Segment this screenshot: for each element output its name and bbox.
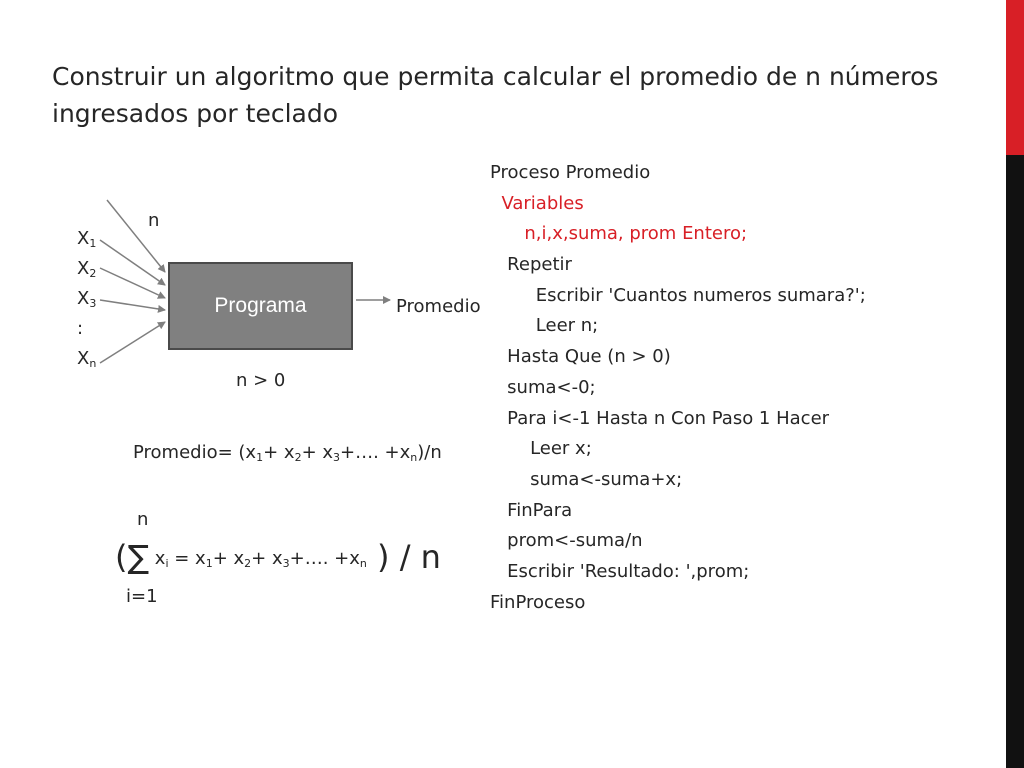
summation-upper-limit: n xyxy=(137,509,149,530)
pseudocode-block xyxy=(490,158,866,618)
code-line: FinPara xyxy=(507,499,573,521)
arrow-x1 xyxy=(100,240,165,285)
input-x2: $X_2$ xyxy=(77,258,97,280)
code-line: FinProceso xyxy=(490,591,586,613)
arrow-x2 xyxy=(100,268,165,298)
input-ellipsis: : xyxy=(77,318,84,339)
summation-lower-limit: i=1 xyxy=(126,586,158,607)
average-formula: Promedio= ($x_1+ x_2+$ $x_3+\dots$. $+x_n)/n$ xyxy=(133,442,442,464)
input-x1: $X_1$ xyxy=(77,228,97,250)
code-line: suma<-suma+x; xyxy=(530,468,683,490)
code-line: Hasta Que (n > 0) xyxy=(507,346,671,368)
output-label: Promedio xyxy=(396,296,481,317)
arrow-x3 xyxy=(100,300,165,310)
code-line: Repetir xyxy=(507,254,572,276)
input-xn: $X_n$ xyxy=(77,348,97,370)
code-line: Proceso Promedio xyxy=(490,162,651,183)
code-line: suma<-0; xyxy=(507,376,596,398)
inputs-list xyxy=(77,224,96,374)
input-x3: $X_3$ xyxy=(77,288,97,310)
code-line: Escribir 'Cuantos numeros sumara?'; xyxy=(535,284,866,306)
arrow-xn xyxy=(100,322,165,363)
code-line: Para i<-1 Hasta n Con Paso 1 Hacer xyxy=(507,407,830,429)
slide-title: Construir un algoritmo que permita calcular el promedio de n números ingresados por teclado xyxy=(52,62,939,128)
input-n-label: n xyxy=(148,210,160,231)
program-box-label: Programa xyxy=(214,294,307,317)
code-line: Escribir 'Resultado: ',prom; xyxy=(507,560,750,582)
code-line: prom<-suma/n xyxy=(507,530,643,552)
summation-formula: (∑ $x_i = x_1+ x_2+$ $x_3+\dots$. $+x_n$ ) / n xyxy=(115,538,441,576)
code-line: Leer n; xyxy=(535,315,599,337)
program-box xyxy=(168,262,353,350)
code-line: Variables xyxy=(501,192,584,214)
condition-label: n > 0 xyxy=(236,370,286,391)
code-line: n,i,x,suma, prom Entero; xyxy=(524,223,748,245)
code-line: Leer x; xyxy=(530,438,592,460)
